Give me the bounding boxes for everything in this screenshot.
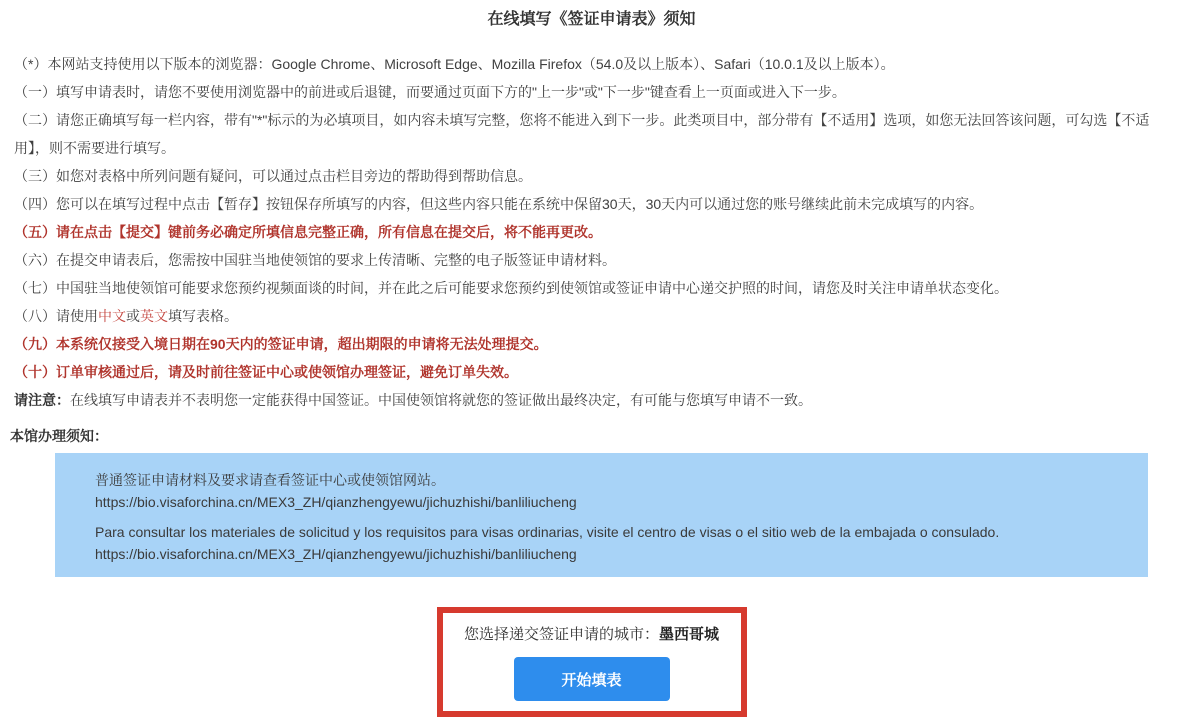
city-selection-line bbox=[453, 623, 731, 647]
info-line-es: Para consultar los materiales de solicitud y los requisitos para visas ordinarias, visite el centro de visas o el sitio web de la embajada o consulado. bbox=[95, 524, 1000, 540]
notice-list bbox=[0, 29, 1183, 414]
notice-item-1: （一）填写申请表时，请您不要使用浏览器中的前进或后退键，而要通过页面下方的"上一步"或"下一步"键查看上一页面或进入下一步。 bbox=[14, 84, 846, 100]
page-title: 在线填写《签证申请表》须知 bbox=[487, 11, 696, 28]
notice-item-8 bbox=[14, 302, 1161, 330]
start-form-button[interactable]: 开始填表 bbox=[514, 657, 670, 701]
notice-8-english-highlight: 英文 bbox=[140, 308, 168, 324]
attention-note-text: 在线填写申请表并不表明您一定能获得中国签证。中国使领馆将就您的签证做出最终决定，有可能与您填写申请不一致。 bbox=[70, 392, 812, 408]
attention-note bbox=[14, 386, 1161, 414]
info-url-2: https://bio.visaforchina.cn/MEX3_ZH/qianzhengyewu/jichuzhishi/banliliucheng bbox=[95, 546, 577, 562]
info-line-zh: 普通签证申请材料及要求请查看签证中心或使领馆网站。 bbox=[95, 472, 445, 488]
notice-item-5: （五）请在点击【提交】键前务必确定所填信息完整正确，所有信息在提交后，将不能再更改。 bbox=[14, 224, 602, 240]
city-selection-panel bbox=[437, 607, 747, 717]
notice-8-chinese-highlight: 中文 bbox=[98, 308, 126, 324]
section-title: 本馆办理须知： bbox=[10, 428, 108, 444]
notice-item-9: （九）本系统仅接受入境日期在90天内的签证申请，超出期限的申请将无法处理提交。 bbox=[14, 336, 548, 352]
consulate-info-box bbox=[55, 453, 1148, 577]
notice-item-7: （七）中国驻当地使领馆可能要求您预约视频面谈的时间，并在此之后可能要求您预约到使领馆或签证申请中心递交护照的时间，请您及时关注申请单状态变化。 bbox=[14, 280, 1008, 296]
notice-item-2: （二）请您正确填写每一栏内容，带有"*"标示的为必填项目，如内容未填写完整，您将不能进入到下一步。此类项目中，部分带有【不适用】选项，如您无法回答该问题，可勾选【不适用】，则不需要进行填写。 bbox=[14, 112, 1150, 156]
notice-item-3: （三）如您对表格中所列问题有疑问，可以通过点击栏目旁边的帮助得到帮助信息。 bbox=[14, 168, 532, 184]
selected-city: 墨西哥城 bbox=[659, 626, 720, 643]
notice-8-or: 或 bbox=[126, 308, 140, 324]
notice-8-text: （八）请使用 bbox=[14, 308, 98, 324]
city-selection-label: 您选择递交签证申请的城市： bbox=[463, 626, 659, 643]
info-url-1: https://bio.visaforchina.cn/MEX3_ZH/qianzhengyewu/jichuzhishi/banliliucheng bbox=[95, 494, 577, 510]
notice-item-6: （六）在提交申请表后，您需按中国驻当地使领馆的要求上传清晰、完整的电子版签证申请材料。 bbox=[14, 252, 616, 268]
notice-item-10: （十）订单审核通过后，请及时前往签证中心或使领馆办理签证，避免订单失效。 bbox=[14, 364, 518, 380]
notice-8-tail: 填写表格。 bbox=[168, 308, 238, 324]
attention-note-label: 请注意： bbox=[14, 392, 70, 408]
notice-item-4: （四）您可以在填写过程中点击【暂存】按钮保存所填写的内容，但这些内容只能在系统中保留30天，30天内可以通过您的账号继续此前未完成填写的内容。 bbox=[14, 196, 984, 212]
notice-item-star: （*）本网站支持使用以下版本的浏览器：Google Chrome、Microsoft Edge、Mozilla Firefox（54.0及以上版本）、Safari（10.0.1及以上版本）。 bbox=[14, 56, 895, 72]
